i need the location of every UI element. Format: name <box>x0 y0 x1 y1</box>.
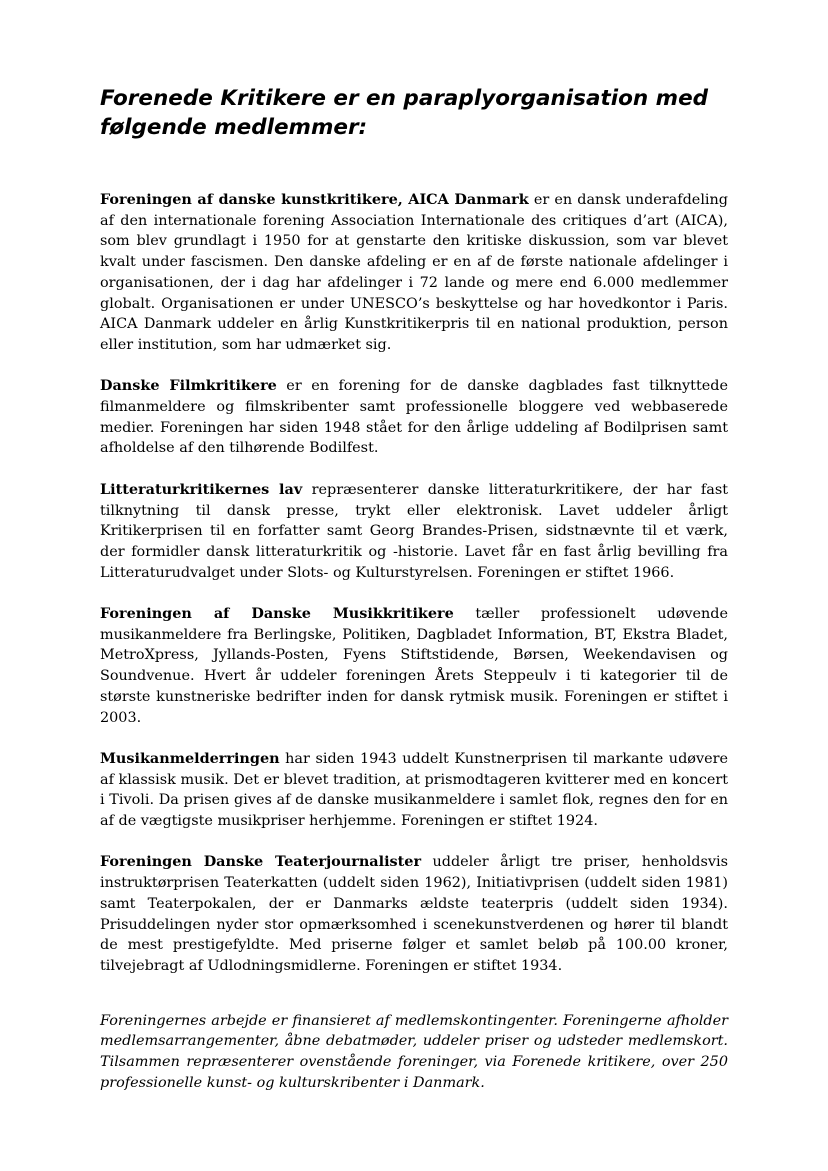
member-name: Foreningen af Danske Musikkritikere <box>100 605 454 623</box>
member-paragraph-aica <box>100 190 728 356</box>
member-paragraph-musikkritikere <box>100 604 728 728</box>
member-paragraph-litteraturkritikere <box>100 480 728 584</box>
member-name: Litteraturkritikernes lav <box>100 480 303 498</box>
member-paragraph-musikanmelderringen <box>100 749 728 832</box>
footer-note: Foreningernes arbejde er finansieret af medlemskontingenter. Foreningerne afholder medlemsarrangementer, åbne debatmøder, uddeler priser og udsteder medlemskort. Tilsammen repræsenterer ovenstående foreninger, via Forenede kritikere, over 250 professionelle kunst- og kulturskribenter i Danmark. <box>100 1012 728 1091</box>
member-description: er en forening for de danske dagblades fast tilknyttede filmanmeldere og filmskribenter samt professionelle bloggere ved webbaserede medier. Foreningen har siden 1948 stået for den årlige uddeling af Bodilprisen samt afholdelse af den tilhørende Bodilfest. <box>100 378 728 457</box>
member-name: Foreningen af danske kunstkritikere, AICA Danmark <box>100 191 529 208</box>
member-name: Danske Filmkritikere <box>100 377 277 395</box>
member-name: Foreningen Danske Teaterjournalister <box>100 853 422 871</box>
member-description: repræsenterer danske litteraturkritikere, der har fast tilknytning til dansk presse, trykt eller elektronisk. Lavet uddeler årligt Kritikerprisen til en forfatter samt Georg Brandes-Prisen, sidstnævnte til et værk, der formidler dansk litteraturkritik og -historie. Lavet får en fast årlig bevilling fra Litteraturudvalget under Slots- og Kulturstyrelsen. Foreningen er stiftet 1966. <box>100 481 729 581</box>
member-paragraph-filmkritikere <box>100 376 728 459</box>
member-description: har siden 1943 uddelt Kunstnerprisen til markante udøvere af klassisk musik. Det er blevet tradition, at prismodtageren kvitterer med en koncert i Tivoli. Da prisen gives af de danske musikanmeldere i samlet flok, regnes den for en af de vægtigste musikpriser herhjemme. Foreningen er stiftet 1924. <box>100 750 728 830</box>
page-title: Forenede Kritikere er en paraplyorganisation med følgende medlemmer: <box>100 86 709 140</box>
member-description: er en dansk underafdeling af den internationale forening Association Internationale des critiques d’art (AICA), som blev grundlagt i 1950 for at genstarte den kritiske diskussion, som var blevet kvalt under fascismen. Den danske afdeling er en af de første nationale afdelinger i organisationen, der i dag har afdelinger i 72 lande og mere end 6.000 medlemmer globalt. Organisationen er under UNESCO’s beskyttelse og har hovedkontor i Paris. AICA Danmark uddeler en årlig Kunstkritikerpris til en national produktion, person eller institution, som har udmærket sig. <box>100 192 728 353</box>
member-description: uddeler årligt tre priser, henholdsvis instruktørprisen Teaterkatten (uddelt siden 1962), Initiativprisen (uddelt siden 1981) samt Teaterpokalen, der er Danmarks ældste teaterpris (uddelt siden 1934). Prisuddelingen nyder stor opmærksomhed i scenekunstverdenen og hører til blandt de mest prestigefyldte. Med priserne følger et samlet beløb på 100.00 kroner, tilvejebragt af Udlodningsmidlerne. Foreningen er stiftet 1934. <box>100 854 728 974</box>
document-page <box>100 84 728 1108</box>
member-paragraph-teaterjournalister <box>100 852 728 976</box>
member-description: tæller professionelt udøvende musikanmeldere fra Berlingske, Politiken, Dagbladet Information, BT, Ekstra Bladet, MetroXpress, Jyllands-Posten, Fyens Stiftstidende, Børsen, Weekendavisen og Soundvenue. Hvert år uddeler foreningen Årets Steppeulv i ti kategorier til de største kunstneriske bedrifter inden for dansk rytmisk musik. Foreningen er stiftet i 2003. <box>100 606 728 726</box>
member-name: Musikanmelderringen <box>100 749 280 767</box>
